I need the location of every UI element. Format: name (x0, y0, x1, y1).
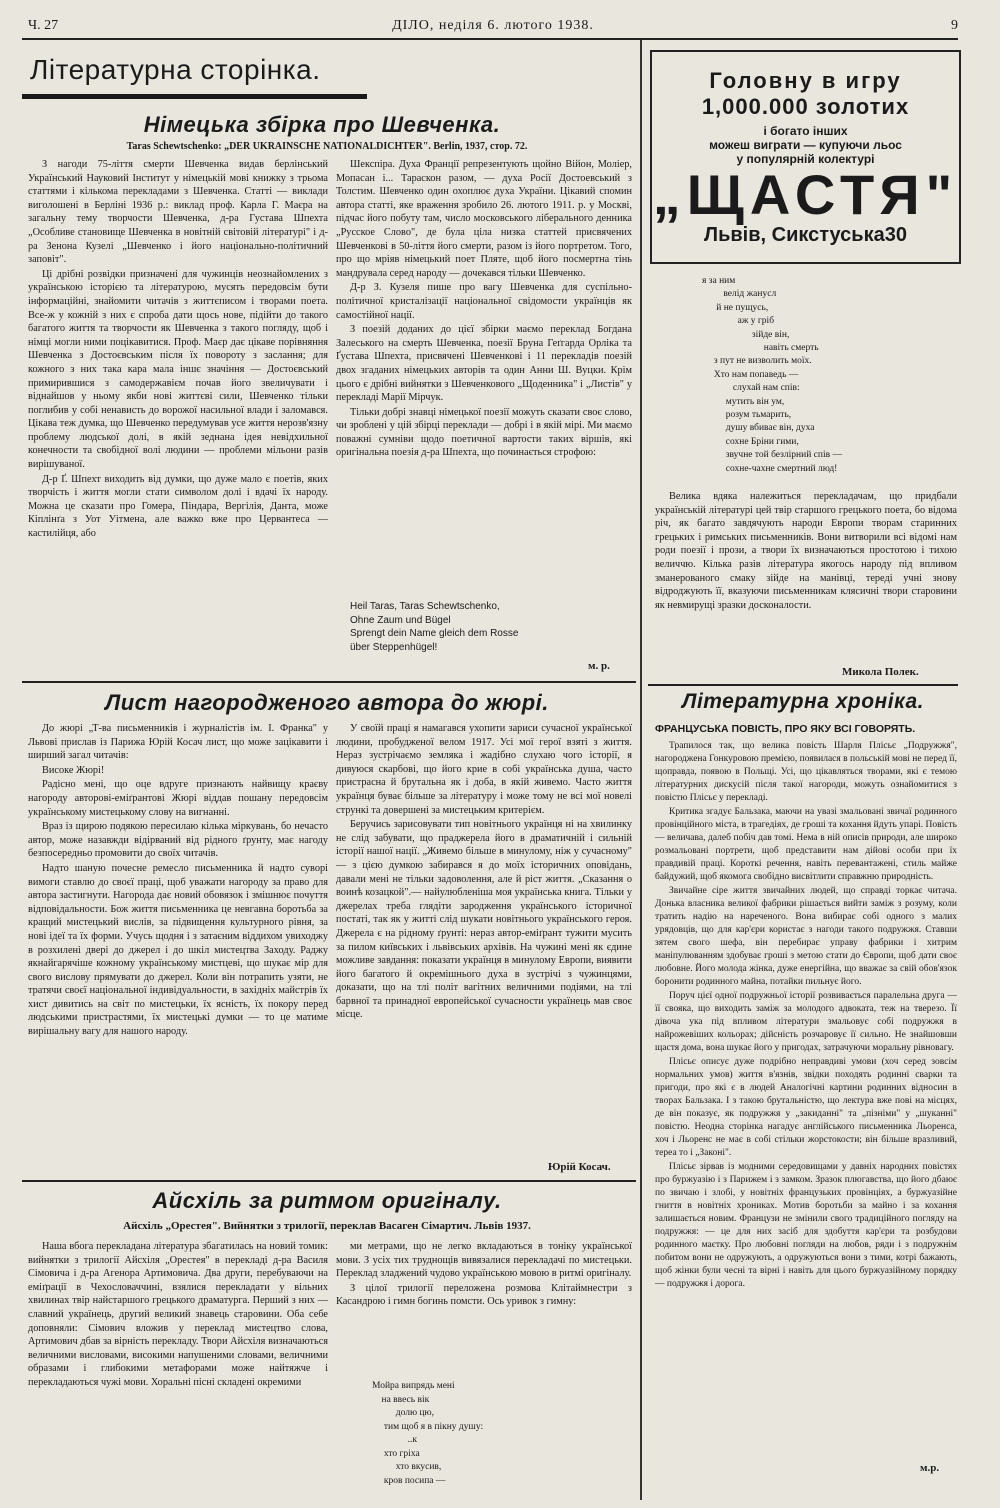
article5-title: Айсхіль за ритмом оригіналу. (152, 1188, 502, 1213)
article-rule (22, 1180, 636, 1182)
article1-column-2 (336, 158, 632, 586)
paragraph: ми метрами, що не легко вкладаються в тоніку української мови. З усіх тих труднощів вивязалися перекладачі по мистецьки. Переклад зладжений чудово українською мовою в ритмі оригіналу. (336, 1241, 632, 1280)
article5-subtitle: Айсхіль „Орестея". Вийнятки з трилогії, переклав Васаген Сімартич. Львів 1937. (123, 1220, 531, 1232)
section-title: Літературна сторінка. (30, 54, 321, 85)
quote-line: Heil Taras, Taras Schewtschenko, (350, 601, 500, 612)
lottery-advertisement (650, 50, 961, 264)
article4-title: Літературна хроніка. (682, 690, 924, 713)
section-title-underline (22, 94, 367, 99)
header-rule (22, 38, 958, 40)
paragraph: Ці дрібні розвідки призначені для чужинців неознайомлених з українською історією та літературою, мусять передовсім бути інформаційні, знайомити читачів з життєписом і творами поета. Все-ж у кожній з них є спроба дати щось нове, підійти до такого багатого життя та творчости як Шевченка з такого погляду, щоб і німці могли ними поцікавитися. Проф. Маєр дає цікаве порівняння Шевченка з Достоєвським після їх повороту з заслання; для кожного з них така кара мала іншє значіння — Достоєвський примирившися з самодержавієм почав його звеличувати і віднайшов у ньому якби нові життєві сили, Шевченко тільки поглибив у собі ненависть до ворожої насильної влади і заломався. Цікава теж думка, що Шевченко передумував усе життя нерозв'язну проблему людської долі, в якій зеднана ідея невідхильної конечности та свобідної волі людини — проблеми мільони разів вирішуваної. (28, 268, 328, 471)
hymn-excerpt: Мойра випрядь мені на ввесь вік долю цю, тим щоб я в пікну душу: ..к хто гріха хто вкусив, кров посипа — (372, 1381, 484, 1486)
quote-line: Sprengt dein Name gleich dem Rosse (350, 628, 519, 639)
issue-number: Ч. 27 (28, 18, 59, 33)
article1-title: Німецька збірка про Шевченка. (143, 112, 501, 137)
article4-column (655, 740, 957, 1440)
paragraph: Наша вбога перекладана література збагатилась на новий томик: вийнятки з трилогії Айсхіля „Орестея" в перекладі д-ра Василя Сімовича і д-ра Агенора Артимовича. Два други, перебуваючи на еміґрації в Чехословаччині, взялися перекладати у вільних хвилинах твір найстаршого грецького драматурга. Перший з них — славний українець, другий великий знавець старовини. Оба себе доповняли: Сімович вложив у переклад мистецтво слова, Артимович дбав за вірність перекладу. Твори Айсхіля визначаються величними висловами, високими напушеними словами, величними образами і глибокими метафорами може найтяжче і перекладаються чужі мови. Хоральні пісні складені окремими (28, 1241, 328, 1388)
article5-column-1 (28, 1240, 328, 1502)
paragraph: Д-р Ґ. Шпехт виходить від думки, що дуже мало є поетів, яких творчість і життя могли стати символом долі і вдачі їх народу. Можна це сказати про Гомера, Піндара, Вергілія, Данта, може Кіплінґа з Уот Уітмена, але важко вже про Цервантеса — кастилійця, або (28, 473, 328, 540)
paragraph: З поезій доданих до цієї збірки маємо переклад Богдана Залеського на смерть Шевченка, поезії Бруна Геґгарда Орліка та Ґустава Шпехта, присвячені Шевченкові і 11 перекладів поезій двох згаданих німецьких авторів та один Анни Ш. Вуцки. Крім цього є дрібні вийнятки з Шевченкового „Щоденника" і „Листів" у перекладі Марії Мірчук. (336, 324, 632, 404)
article4-subtitle: ФРАНЦУСЬКА ПОВІСТЬ, ПРО ЯКУ ВСІ ГОВОРЯТЬ. (655, 723, 916, 735)
article3-signature: Юрій Косач. (548, 1161, 611, 1173)
article3-column-2 (336, 722, 632, 1160)
paragraph: Плісьє зірвав із модними середовищами у давніх народних повістях про буржуазію і з Парижем і з замком. Зразок плюгавства, що його дбаює по звичаю і злобі, у новітніх французьких провінціях, а буржуазійне гниття в новітніх хрониках. Мотив боротьби за майно і за кохання залишається новим. Французи не змінили свого традиційного погляду на подружжя: — це для них засіб для здобуття кар'єри та розбудови родинного маєтку. Про любовні погляди на любов, ряди і з подружнім побитом вони не одружують, а одружуються вони з тими, котрі бажають, щоб жінки були чесні та вірні і навіть для цього буржуазійному порядку — подружжя і дорога. (655, 1162, 957, 1289)
ad-line: у популярній колектурі (736, 152, 875, 166)
paragraph: Радісно мені, що оце вдруге признають найвищу краєву нагороду авторові-еміґрантові Жюрі віддав пошану передовсім українському мистецькому слову на вигнанні. (28, 779, 328, 818)
paragraph: Поруч цієї одної подружньої історії розвивається паралельна друга — її свояка, що виходить заміж за молодого адвоката, теж на тверезо. Її дівоча ука під впливом літератури змальовує собі подружжя в найрожевіших кольорах; дійсність розчаровує її сильно. Не знайшовши щастя дома, вона шукає його у пригодах, затрачуючи моральну рівновагу. (655, 991, 957, 1053)
masthead-line: ДІЛО, неділя 6. лютого 1938. (392, 18, 594, 33)
ad-brand: „ЩАСТЯ" (652, 163, 959, 226)
article4-signature: м.р. (920, 1462, 940, 1474)
page-number: 9 (951, 18, 958, 33)
paragraph: Критика згадує Бальзака, маючи на увазі змальовані звичаї родинного провінційного міста, в трагедіях, де гроші та кохання йдуть упарі. Повість — величава, далеб побіч дав томі. Нема в ній описів природи, але широко розмальовані портрети, щоб представити нам дійові особи при їх правдивій праці. Короткі речення, навіть перевантажені, стиль майже байдужий, щоб якомога свобідно висвітлити справжню природність. (655, 807, 957, 882)
paragraph: Високе Жюрі! (42, 764, 105, 776)
column-divider (640, 40, 642, 1500)
article3-title: Лист нагородженого автора до жюрі. (105, 690, 549, 715)
paragraph: З цілої трилогії переложена розмова Клітаймнестри з Касандрою і гимн богинь помсти. Ось уривок з гимну: (336, 1282, 632, 1308)
paragraph: Шекспіра. Духа Франції репрезентують щойно Війон, Моліер, Мопасан і... Тараскон разом, — духа Росії Достоевський з Толстим. Шевченко один охоплює духа України. Цікавий спомин автора статті, яке враження зробило 26. лютого 1911. р. у Москві, підчас його побуту там, число московського ліберального денника „Русское Слово", де була ціла низка статтей присвячених Шевченкові в 50-ліття його смерти, разом із його портретом. Того, про що мріяв німецький поет Пляте, щоб його посмертна тінь мандрувала серед народу — дочекався тільки Шевченко. (336, 159, 632, 279)
ad-address: Львів, Сикстуська30 (704, 224, 907, 246)
article1-signature: м. р. (588, 660, 610, 672)
paragraph: З нагоди 75-ліття смерти Шевченка видав берлінський Український Науковий Інститут у німецькій мові книжку з трьома статтями і кількома перекладами з Шевченка. Статті — виклади виголошені в Берліні 1936 р.: виклад проф. Карла Г. Маєра на загальну тему творчости Шевченка, д-ра Густава Шпехта „Особливе становище Шевченка в новітній світовій літературі" і д-ра Зенона Кузелі „Шевченко і його національно-політичний заповіт". (28, 159, 328, 266)
paragraph: Надто шаную почесне ремесло письменника й надто суворі вимоги ставлю до своєї праці, щоб уважати нагороду за право для автора застигнути. Нагорода дає новий обовязок і змішнює почуття відповідальности. Бож життя письменника це невгавна боротьба за кращий мистецький вислів, за підвищення культурного рівня, за нові ідеї та їх форми. Учусь щодня і з затаєним віддихом увиходжу в розхилені двері до джерел і до шкіл мистецтва Заходу. Раджу якнайгарячіше кожному українському мистцеві, що шукає мір для свого вислову прямувати до джерел. Коли він потрапить узяти, не тратячи своєї національної індивідуальности, в західніх майстрів їх хист дивитись на світ по мистецьки, їх ясність, їх покору перед людськими пристрастями, їх мистецькі думки — то це матиме вирішальну вагу для нашого народу. (28, 862, 328, 1038)
article2-column (655, 490, 957, 660)
quote-line: über Steppenhügel! (350, 641, 438, 653)
running-header (28, 18, 958, 38)
paragraph: До жюрі „Т-ва письменників і журналістів ім. І. Франка" у Львові прислав із Парижа Юрій Косач лист, що може зацікавити і ширший загал читачів: (28, 723, 328, 762)
paragraph: Тільки добрі знавці німецької поезії можуть сказати своє слово, чи зроблені у цій збірці переклади — добрі і в якій мірі. Ми маємо поважні сумніви щодо поетичної вартости таких віршів, які оригінальна поезія д-ра Шпехта, що починається строфою: (336, 406, 632, 459)
paragraph: Трапилося так, що велика повість Шарля Плісьє „Подружжя", нагороджена Гонкуровою премією, появилася в польській мові не перед її, щоправда, появою в Польщі. Усі, що цікавляться творами, які є темою літературних дискусій після такої нагороди, можуть ознайомитися з повістю Плісьє у перекладі. (655, 741, 957, 803)
article3-column-1 (28, 722, 328, 1182)
paragraph: Велика вдяка належиться перекладачам, що придбали українській літературі цей твір старшого грецького поета, бо відома річ, як багато завдячують народи Европи творам старинних грецьких і римських письменників. Вони витворили всі відомі нам роди поезії і прози, а твори їх визначаються простотою і тихою величчю. Кілька разів література якогось народу під впливом зманерованого смаку зійде на манівці, тереді учні знову відроджують її, вказуючи письменникам клясичні твори старовини як невмирущі зразки досконалости. (655, 491, 957, 611)
paragraph: У своїй праці я намагався ухопити зариси сучасної української людини, пробудженої велом 1917. Усі мої герої взяті з життя. Нераз зустрічаємо земляка і жадібно слухаю чого історії, я дивуюся скарбові, що його крие в собі українська душа, часто пристрасна й брутальна як і доба, в якій живемо. Часто життя українця буває більше за літературу і може тому не всі мої новелі стрункі та довершені за мистецьким критерієм. (336, 723, 632, 816)
article-rule (22, 681, 636, 683)
german-quote (350, 600, 630, 654)
article5-column-2 (336, 1240, 632, 1370)
paragraph: Звичайне сіре життя звичайних людей, що справді торкає читача. Донька власника великої фабрики рішається вийти заміж з розуму, коли тратить надію на нареченого. Вона вибирає собі одного з малих урядовців, що для кар'єри користає з нагоди такого подружжя. Ставши зятем свого шефа, він перебирає управу фабрики і хитрим маніпулюванням здобуває гроші з метою стати до Європи, щоб дати своє любовне. Його молода жінка, дуже енергійна, що вважає за свій обов'язок боронити родинного майна, потайки пильнує його. (655, 886, 957, 987)
article2-signature: Микола Полек. (842, 666, 919, 678)
paragraph: Беручись зарисовувати тип новітнього українця ні на хвилинку не слід забувати, що праджерела його в драматичній і сильній історії нашої нації. „Живемо більше в минулому, ніж у сучасному" — з цією думкою забирався я до моїх історичних оповідань, давали мені не тільки задоволення, але й ріст життя. „Сказання о воинѣ козацкой".— найулюбленіша моя українська книга. Тільки у джерелах треба глядіти зародження українського історичної постаті, так як у житті слід шукати новітнього українського героя. Джерела є на рідному ґрунті: нераз автор-еміґрант тужити мусить за пилом київських і львівських архівів. На чужині мені як єдине можливе завдання: показати українця в минулому Европи, виявити його багатого й окремішнього духа в зустрічі з чужинцями, доказати, що на тлі політ вагітних величними подіями, на тлі барвної та принадної европейської сучасности українець мав своє місце. (336, 819, 632, 1021)
ad-line: можеш виграти — купуючи льос (709, 138, 902, 152)
paragraph: Д-р З. Кузеля пише про вагу Шевченка для суспільно-політичної кристалізації національної свідомости українців як самостійної нації. (336, 282, 632, 321)
ad-line: 1,000.000 золотих (701, 94, 910, 119)
quote-line: Ohne Zaum und Bügel (350, 614, 451, 626)
paragraph: Враз із щирою подякою пересилаю кілька міркувань, бо нечасто автор, може назавжди відірваний від рідного ґрунту, має нагоду безпосередньо промовити до своїх читачів. (28, 821, 328, 860)
ad-line: Головну в игру (709, 68, 902, 93)
article1-column-1 (28, 158, 328, 680)
ad-line: і богато інших (763, 124, 848, 138)
poem-excerpt: я за ним велід жанусл й не пущусь, аж у гріб зійде він, навіть смерть з пут не визволить моїх. Хто нам попаведь — слухай нам спів: мутить він ум, розум тьмарить, душу вбиває він, духа сохне Бріни гими, звучне той безлірний спів — сохне-чахне смертний люд! (702, 276, 842, 474)
article-rule (648, 684, 958, 686)
article1-subtitle: Taras Schewtschenko: „DER UKRAINSCHE NATIONALDICHTER". Berlin, 1937, стор. 72. (126, 141, 528, 152)
paragraph: Плісьє описує дуже подрібно неправдиві умови (хоч серед зовсім нормальних умов) життя в'язнів, звідки походять родинні сварки та пригоди, про які є в людей Аналогічні картини родинних відносин в творах Бальзака. І з такою брутальністю, що лектура вже пові на місцях, де він показує, як подружжя у „закиданні" та „пізніми" у „шуканні" повістю. Неодна сторінка нагадує англійського письменника Льоренса, хоч і Льоренс не має в собі стільки жорстокости; він більше вразливий, тереа то і „Законі". (655, 1057, 957, 1158)
